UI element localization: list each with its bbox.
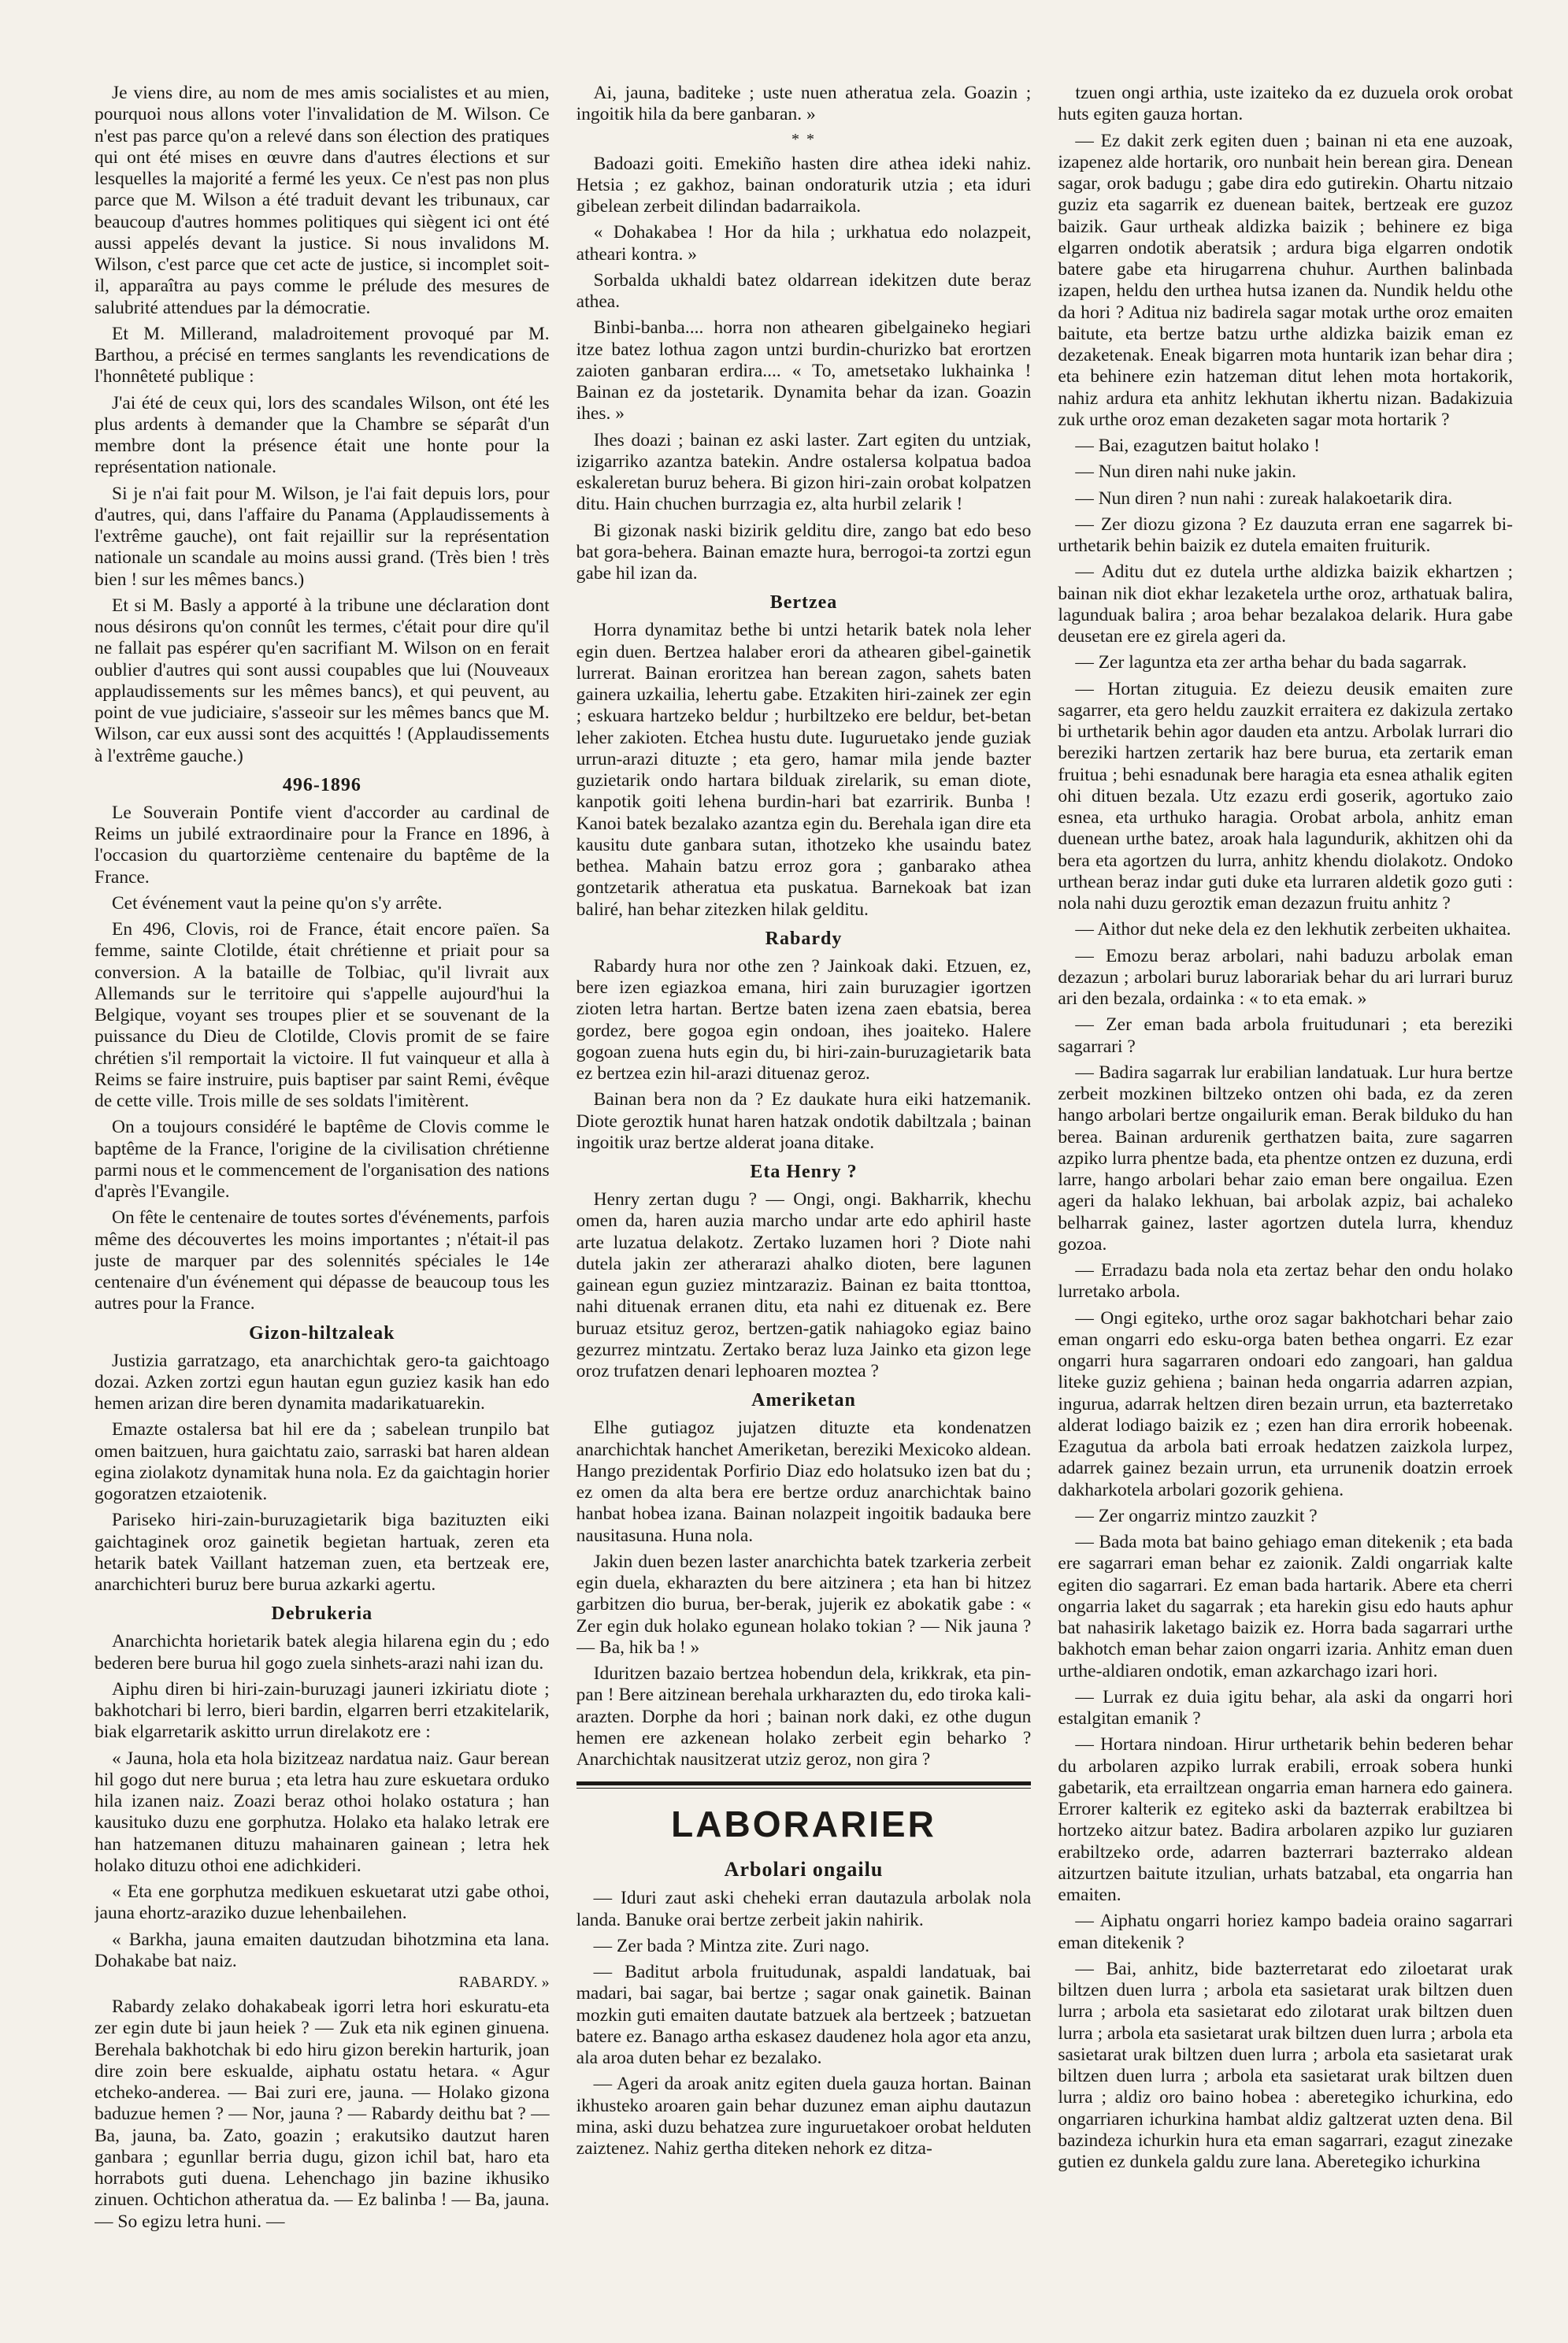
section-heading: Rabardy xyxy=(765,928,843,949)
section-heading: 496-1896 xyxy=(282,774,361,795)
paragraph: Iduritzen bazaio bertzea hobendun dela, krikkrak, eta pin-pan ! Bere aitzinean berehala urkharazten du, edo tiroka kali-arazten. Dorphe da hori ; bainan nork daki, ez othe dugun hemen ere azkenean holako zerbeit egin beharko ? Anarchichtak nausitzerat utziz geroz, non gira ? xyxy=(576,1663,1032,1770)
paragraph: Ai, jauna, baditeke ; uste nuen atheratua zela. Goazin ; ingoitik hila da bere ganbaran. » xyxy=(576,83,1032,125)
paragraph: Badoazi goiti. Emekiño hasten dire athea ideki nahiz. Hetsia ; ez gakhoz, bainan ondoraturik utzia ; eta iduri gibelean zerbeit dilindan badarraikola. xyxy=(576,153,1032,217)
paragraph: — Aditu dut ez dutela urthe aldizka baizik ekhartzen ; bainan nik diot ekhar lezaketela urthe oroz, arthatuak balira, lagunduak balira ; aroa behar bezalakoa delarik. Hura gabe deusetan ere ez girela ageri da. xyxy=(1058,562,1513,647)
paragraph: Et si M. Basly a apporté à la tribune une déclaration dont nous désirons qu'on connût les termes, c'était pour dire qu'il ne fallait pas espérer qu'en sacrifiant M. Wilson on en ferait oublier d'autres qui sont aussi coupables que lui (Nouveaux applaudissements sur les mêmes bancs), et qui peuvent, au point de vue judiciaire, s'asseoir sur les mêmes bancs que M. Wilson, car eux aussi sont des acquittés ! (Applaudissements à l'extrême gauche.) xyxy=(95,595,550,766)
paragraph: Henry zertan dugu ? — Ongi, ongi. Bakharrik, khechu omen da, haren auzia marcho undar arte edo aphiril haste arte luzatua delakotz. Zertako luzamen hori ? Diote nahi dutela jakin zer atherarazi ahalko dioten, bere lagunen gainean egun guziez mintzaraziz. Bainan ez baita ttonttoa, nahi dituenak erranen ditu, eta nahi ez dituenak ez. Bere buruaz etsituz geroz, bertzen-gatik nahiagoko egiaz baino gezurrez mintzatu. Zertako beraz luza Jainko eta gizon lege oroz trufatzen denari lephoaren moztea ? xyxy=(576,1189,1032,1381)
paragraph: — Zer diozu gizona ? Ez dauzuta erran ene sagarrek bi-urthetarik behin baizik ez dutela emaiten fruiturik. xyxy=(1058,513,1513,556)
paragraph: Bainan bera non da ? Ez daukate hura eiki hatzemanik. Diote geroztik hunat haren hatzak ondotik dabiltzala ; bainan ingoitik uraz bertze alderat joana ditake. xyxy=(576,1089,1032,1153)
thin-rule xyxy=(576,1788,1032,1789)
paragraph: Rabardy hura nor othe zen ? Jainkoak daki. Etzuen, ez, bere izen egiazkoa emana, hiri zain buruzagier igortzen zioten letra hartan. Bertze baten izena zaen ebatsia, berea gordez, bere gogoa egin ondoan, ihes joaiteko. Halere gogoan zuena huts egin du, bi hiri-zain-buruzagietarik bata ez bertzea ezin hil-arazi dituenaz geroz. xyxy=(576,955,1032,1084)
paragraph: Aiphu diren bi hiri-zain-buruzagi jauneri izkiriatu diote ; bakhotchari bi lerro, bieri bardin, elgarren berri etzakitelarik, biak elgarretarik askitto urrun direlakotz ere : xyxy=(95,1678,550,1743)
paragraph: Anarchichta horietarik batek alegia hilarena egin du ; edo bederen bere burua hil gogo zuela sinhets-arazi nahi izan du. xyxy=(95,1631,550,1674)
paragraph: — Zer ongarriz mintzo zauzkit ? xyxy=(1075,1505,1318,1526)
paragraph: — Lurrak ez duia igitu behar, ala aski da ongarri hori estalgitan emanik ? xyxy=(1058,1686,1513,1729)
paragraph: Et M. Millerand, maladroitement provoqué par M. Barthou, a précisé en termes sanglants les revendications de l'honnêteté publique : xyxy=(95,323,550,387)
paragraph: En 496, Clovis, roi de France, était encore païen. Sa femme, sainte Clotilde, était chrétienne et priait pour sa conversion. A la bataille de Tolbiac, qu'il livrait aux Allemands sur le territoire qui s'appelle aujourd'hui la Belgique, voyant ses troupes plier et se souvenant de la puissance du Dieu de Clotilde, Clovis promit de se faire chrétien s'il remportait la victoire. Il fut vainqueur et alla à Reims se faire instruire, puis baptiser par saint Remi, évêque de cette ville. Trois mille de ses soldats l'imitèrent. xyxy=(95,919,550,1111)
paragraph: — Bai, ezagutzen baitut holako ! xyxy=(1075,436,1320,456)
column-2 xyxy=(576,83,1032,2280)
paragraph: — Badira sagarrak lur erabilian landatuak. Lur hura bertze zerbeit mozkinen biltzeko ontzen ohi bada, ez da zeren hango arbolari bertze ongailurik eman. Berak bilduko du han berea. Bainan ardurenik gerthatzen baita, zure sagarren azpiko lurra phentze bada, eta phentze ontzen ez duzuna, erdi larre, hango arbolari behar zaio eman bere ongailua. Ezen ageri da halako lekhuan, bai arbolak azpiz, bai achaleko belharrak gainez, laster agortzen dutela lurra, khenduz gozoa. xyxy=(1058,1062,1513,1255)
thick-rule xyxy=(576,1781,1032,1785)
paragraph: — Bada mota bat baino gehiago eman ditekenik ; eta bada ere sagarrari eman behar ez zaionik. Zaldi ongarriak kalte egiten dio sagarrari. Ez eman bada hartarik. Abere eta cherri ongarria laket du sagarrak ; eta harekin gisu edo hauts aphur bat nahasirik laketago baizik ez. Horra bada sagarrari urthe bakhotch eman behar zaion ongarri izaria. Anhitz eman duen urthe-aldiaren ondotik, eman azkarchago izari hori. xyxy=(1058,1532,1513,1681)
columns xyxy=(95,83,1513,2280)
paragraph: « Eta ene gorphutza medikuen eskuetarat utzi gabe othoi, jauna ehortz-araziko duzue lehenbailehen. xyxy=(95,1881,550,1924)
section-title-laborarier: LABORARIER xyxy=(671,1804,936,1845)
paragraph: — Bai, anhitz, bide bazterretarat edo ziloetarat urak biltzen duen lurra ; arbola eta sasietarat urak biltzen duen lurra ; arbola eta sasietarat edo zilotarat urak biltzen duen lurra ; arbola eta sasietarat urak biltzen duen lurra ; arbola eta sasietarat urak biltzen duen lurra ; arbola eta sasietarat urak biltzen duen lurra ; arbola eta sasietarat urak biltzen duen lurra ; aldiz oro baino hobea : aberetegiko ichurkina, edo ongarriaren ichurkina hambat aldiz galtzerat uzten dena. Bil bazindeza ichurkin hura eta eman sagarrari, ezagut zinezake gutien ez dunkela galdu zure lana. Aberetegiko ichurkina xyxy=(1058,1958,1513,2172)
paragraph: Binbi-banba.... horra non athearen gibelgaineko hegiari itze batez lothua zagon untzi burdin-churizko bat erortzen zaioten ganbaran erdira.... « To, ametsetako lukhainka ! Bainan ez da jostetarik. Dynamita behar da izan. Goazin ihes. » xyxy=(576,317,1032,424)
paragraph: On a toujours considéré le baptême de Clovis comme le baptême de la France, l'origine de la civilisation chrétienne parmi nous et le commencement de l'organisation des nations d'après l'Evangile. xyxy=(95,1117,550,1202)
section-heading: Gizon-hiltzaleak xyxy=(249,1322,395,1344)
paragraph: — Aithor dut neke dela ez den lekhutik zerbeiten ukhaitea. xyxy=(1075,919,1511,940)
paragraph: « Dohakabea ! Hor da hila ; urkhatua edo nolazpeit, atheari kontra. » xyxy=(576,222,1032,265)
paragraph: J'ai été de ceux qui, lors des scandales Wilson, ont été les plus ardents à demander que la Chambre se séparât d'un membre dont la présence était une honte pour la représentation nationale. xyxy=(95,392,550,478)
paragraph: — Zer eman bada arbola fruitudunari ; eta bereziki sagarrari ? xyxy=(1058,1014,1513,1057)
paragraph: — Emozu beraz arbolari, nahi baduzu arbolak eman dezazun ; arbolari buruz laborariak behar du ari lurrari buruz ari den bezala, ordainka : « to eta emak. » xyxy=(1058,945,1513,1009)
section-heading: Eta Henry ? xyxy=(750,1162,858,1182)
paragraph: Emazte ostalersa bat hil ere da ; sabelean trunpilo bat omen baitzuen, hura gaichtatu zaio, sarraski bat haren aldean egina ziolakotz dynamitak huna nola. Ez da gaichtagin horier gogoratzen etzaiotenik. xyxy=(95,1419,550,1504)
paragraph: — Nun diren ? nun nahi : zureak halakoetarik dira. xyxy=(1075,488,1453,509)
paragraph: — Erradazu bada nola eta zertaz behar den ondu holako lurretako arbola. xyxy=(1058,1260,1513,1303)
paragraph: Sorbalda ukhaldi batez oldarrean idekitzen dute beraz athea. xyxy=(576,269,1032,312)
paragraph: Justizia garratzago, eta anarchichtak gero-ta gaichtoago dozai. Azken zortzi egun hautan egun guziez kasik han edo hemen arizan dire beren dynamita madarikatuarekin. xyxy=(95,1350,550,1414)
paragraph: — Ez dakit zerk egiten duen ; bainan ni eta ene auzoak, izapenez alde hortarik, oro nunbait hein berean gira. Denean sagar, orok badugu ; gabe dira edo gutirekin. Ohartu nitzaio guziz eta sagarrik ez duenean baitek, bertzeak ere guzoz baizik. Gaur urtheak aldizka baizik ; behinere ez biga elgarren ondotik aberatsik ; ardura biga elgarren ondotik batere gabe eta hirugarrena chuhur. Aurthen balinbada izapen, heldu den urthea hutsa izanen da. Nundik heldu othe da hori ? Aditua niz badirela sagar motak urthe oroz emaiten baitute, eta bertze batzu urthe aldizka baizik eman ez dezaketenak. Eneak bigarren mota huntarik izan behar dira ; eta behinere ezin hatzeman ditut lehen mota hortakorik, nahiz ardura eta anhitz lekhutan ikhertu nizan. Badakizuia zuk urthe oroz eman dezaketen sagar mota hortarik ? xyxy=(1058,130,1513,430)
paragraph: — Hortara nindoan. Hirur urthetarik behin bederen behar du arbolaren azpiko lurrak erabili, erroak sobera hunki gabetarik, eta errailtzean ongarria eman harnera edo gainera. Errorer kalterik ez egiteko aski da bazterrak erabiltzea bi hortzeko aitzur batez. Badira arbolaren azpiko lur guziaren erabiltzeko orde, adarren bazterrari bazterrako aldean aitzurtzen baitute itzulian, urhats batzabal, eta ongarria han emaiten. xyxy=(1058,1734,1513,1905)
paragraph: Elhe gutiagoz jujatzen dituzte eta kondenatzen anarchichtak hanchet Ameriketan, bereziki Mexicoko aldean. Hango prezidentak Porfirio Diaz edo holatsuko izen bat du ; ez omen da alta bera ere bertze orduz anarchichtak baino hanbat hobea izana. Bainan nolazpeit ingoitik badauka bere nausitasuna. Huna nola. xyxy=(576,1418,1032,1546)
paragraph: Horra dynamitaz bethe bi untzi hetarik batek nola leher egin duen. Bertzea halaber erori da athearen gibel-gainetik lurrerat. Bainan eroritzea han berean zagon, sahets baten gainera uzkailia, lehertu gabe. Etzakiten hiri-zainek zer egin ; eskuara hartzeko beldur ; hurbiltzeko ere beldur, bet-betan leher zakioten. Etchea hustu dute. Iuguruetako jende guziak urrun-arazi dituzte ; eta gero, hamar mila jende bazter guzietarik ondo hartara bilduak zirelarik, su eman diote, kanpotik goiti lehena burdin-hari bat ezarririk. Bunba ! Kanoi batek bezalako azantza egin du. Berehala igan dire eta kausitu dute ganbara sutan, ithotzeko khe usaindu batez bethea. Mahain batzu erroz gora ; ganbarako athea gontzetarik atheratua eta puskatua. Barnekoak bat izan baliré, han behar zitezken hilak gelditu. xyxy=(576,620,1032,920)
paragraph: Bi gizonak naski bizirik gelditu dire, zango bat edo beso bat gora-behera. Bainan emazte hura, berrogoi-ta zortzi egun gabe hil izan da. xyxy=(576,520,1032,584)
column-3 xyxy=(1058,83,1513,2280)
paragraph: Ihes doazi ; bainan ez aski laster. Zart egiten du untziak, izigarriko azantza batekin. Andre ostalersa kolpatua badoa eskaleretan buruz behera. Bi gizon hiri-zain orobat kolpatzen ditu. Hain chuchen burrzagia ez, alta hurbil zelarik ! xyxy=(576,429,1032,515)
paragraph: — Nun diren nahi nuke jakin. xyxy=(1075,462,1296,483)
paragraph: Si je n'ai fait pour M. Wilson, je l'ai fait depuis lors, pour d'autres, qui, dans l'affaire du Panama (Applaudissements à l'extrême gauche), ont fait rejaillir sur la représentation nationale un scandale au moins aussi grand. (Très bien ! très bien ! sur les mêmes bancs.) xyxy=(95,483,550,590)
paragraph: Rabardy zelako dohakabeak igorri letra hori eskuratu-eta zer egin dute bi jaun heiek ? — Zuk eta nik eginen ginuena. Berehala bakhotchak bi edo hiru gizon berekin harturik, joan dire zoin bere eskualde, aiphatu ostatu hetara. « Agur etcheko-anderea. — Bai zuri ere, jauna. — Holako gizona baduzue hemen ? — Nor, jauna ? — Rabardy deithu bat ? — Ba, jauna, ba. Zato, goazin ; erakutsiko dautzut haren ganbara ; egunllar berria dugu, gizon ichil bat, haro eta horrabots guti duena. Lehenchago jin bazine ikhusiko zinuen. Ochtichon atheratua da. — Ez balinba ! — Ba, jauna. — So egizu letra huni. — xyxy=(95,1996,550,2232)
paragraph: Jakin duen bezen laster anarchichta batek tzarkeria zerbeit egin duela, ekharazten du bere aitzinera ; eta han bi hitzez garbitzen dio burua, ber-berak, jujerik ez abokatik gabe : « Zer egin duk holako egunean holako tokian ? — Nik jauna ? — Ba, hik ba ! » xyxy=(576,1551,1032,1658)
paragraph: — Zer laguntza eta zer artha behar du bada sagarrak. xyxy=(1075,652,1467,673)
paragraph: — Aiphatu ongarri horiez kampo badeia oraino sagarrari eman ditekenik ? xyxy=(1058,1911,1513,1953)
signature: RABARDY. » xyxy=(458,1974,550,1991)
section-heading: Ameriketan xyxy=(751,1390,856,1411)
section-heading: Arbolari ongailu xyxy=(724,1858,884,1881)
paragraph: — Ongi egiteko, urthe oroz sagar bakhotchari behar zaio eman ongarri edo esku-orga baten bethea ongarri. Ez ezar ongarri hura sagarraren ondoari edo zangoari, han galdua liteke guziz gehiena ; bainan heda ongarria adarren azpian, ingurua, adarrak heltzen diren bezain urrun, eta bazterretako alderat lodiago baizik ez ; ezen han dira errorik hobeenak. Ezagutua da arbola bati erroak hedatzen zaizkola lurpez, adarrek gainez bezain urrun, eta urrunenik doatzin erroek dakharkotela arbolari gozorik gehiena. xyxy=(1058,1307,1513,1500)
paragraph: « Barkha, jauna emaiten dautzudan bihotzmina eta lana. Dohakabe bat naiz. xyxy=(95,1929,550,1971)
separator: * * xyxy=(791,130,816,148)
paragraph: — Zer bada ? Mintza zite. Zuri nago. xyxy=(593,1935,870,1956)
paragraph: Cet événement vaut la peine qu'on s'y arrête. xyxy=(112,892,443,914)
paragraph: Pariseko hiri-zain-buruzagietarik biga bazituzten eiki gaichtaginek oroz gainetik begietan hartuak, zeren eta hetarik batek Vaillant hatzeman zuen, eta bertzeak ere, anarchichteri buruz bere burua azkarki agertu. xyxy=(95,1510,550,1595)
paragraph: « Jauna, hola eta hola bizitzeaz nardatua naiz. Gaur berean hil gogo dut nere burua ; eta letra hau zure eskuetara orduko hila izanen naiz. Zoazi beraz othoi holako ostatura ; han kausituko duzu ene gorphutza. Holako eta halako letrak ere han hatzemanen dituzu mahainaren gainean ; letra hek holako dituzu othoi ene adichkideri. xyxy=(95,1748,550,1876)
column-1 xyxy=(95,83,550,2280)
paragraph: Je viens dire, au nom de mes amis socialistes et au mien, pourquoi nous allons voter l'invalidation de M. Wilson. Ce n'est pas parce qu'on a relevé dans son élection des pratiques qui ont été mises en œuvre dans d'autres élections et sur lesquelles la majorité a fermé les yeux. Ce n'est pas non plus parce que M. Wilson a été traduit devant les tribunaux, car beaucoup d'autres hommes politiques qui siègent ici ont été aussi appelés devant la justice. Si nous invalidons M. Wilson, c'est parce que cet acte de justice, si incomplet soit-il, apparaîtra au pays comme le prélude des mesures de salubrité attendues par la démocratie. xyxy=(95,83,550,318)
paragraph: On fête le centenaire de toutes sortes d'événements, parfois même des découvertes les moins importantes ; n'était-il pas juste de marquer par des solennités spéciales le 14e centenaire d'un événement qui dépasse de beaucoup tous les autres pour la France. xyxy=(95,1207,550,1314)
paragraph: — Baditut arbola fruitudunak, aspaldi landatuak, bai madari, bai sagar, bai bertze ; sagar onak gainetik. Bainan mozkin guti emaiten dautate batzuek ala bertzeek ; batzuetan batere ez. Banago artha eskasez daudenez hola agor eta anzu, ala aroa duten behar ez bezalako. xyxy=(576,1962,1032,2068)
paragraph: Le Souverain Pontife vient d'accorder au cardinal de Reims un jubilé extraordinaire pour la France en 1896, à l'occasion du quartorzième centenaire du baptême de la France. xyxy=(95,802,550,888)
section-heading: Debrukeria xyxy=(271,1603,373,1625)
paragraph: — Iduri zaut aski cheheki erran dautazula arbolak nola landa. Banuke orai bertze zerbeit jakin nahirik. xyxy=(576,1888,1032,1930)
paragraph: — Ageri da aroak anitz egiten duela gauza hortan. Bainan ikhusteko aroaren gain behar duzunez eman aiphu dautazun mina, aski duzu behatzea zure inguruetakoer orobat helduten zaiztenez. Nahiz gertha diteken nehork ez ditza- xyxy=(576,2074,1032,2159)
paragraph: — Hortan zituguia. Ez deiezu deusik emaiten zure sagarrer, eta gero heldu zauzkit erraitera ez dakizula zertako bi urthetarik behin agor dauden eta antzu. Arbolak lurrari dio bereziki hartzen zertarik haz bere burua, eta zertarik eman fruitua ; behi esnadunak bere haragia eta esnea athalik egiten ohi dituen bezala. Utz ezazu erdi goserik, agortuko zaio esnea, eta urthuko haragia. Orobat arbola, anhitz eman duenean urthe batez, aroak hala lagundurik, akhitzen ohi da bera eta agortzen du lurra, anhitz khendu diolakotz. Ondoko urthean beraz indar guti duke eta lurraren aldetik gozo guti : nola nahi duzu geroztik eman dezazun fruitu anhitz ? xyxy=(1058,678,1513,914)
paragraph: tzuen ongi arthia, uste izaiteko da ez duzuela orok orobat huts egiten gauza hortan. xyxy=(1058,83,1513,125)
section-heading: Bertzea xyxy=(769,592,838,614)
